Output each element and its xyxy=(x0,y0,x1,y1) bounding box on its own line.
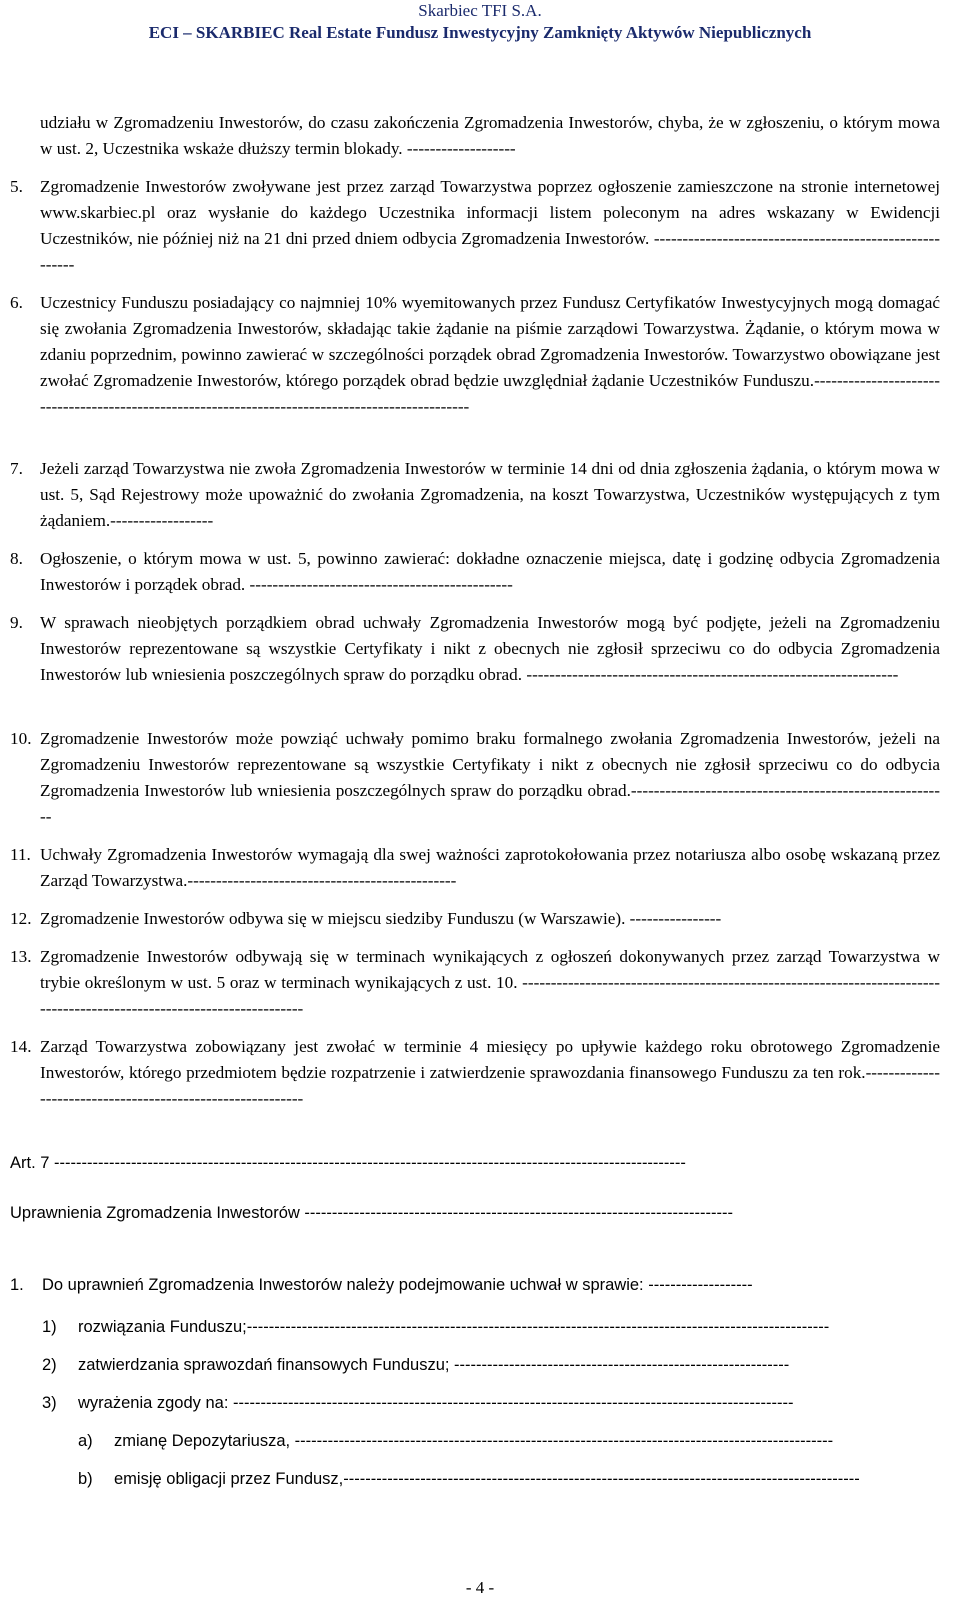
paragraph-number: 8. xyxy=(10,549,23,568)
page-number: - 4 - xyxy=(465,1578,495,1597)
paragraph-5 xyxy=(10,174,940,278)
subpoint-number: 3) xyxy=(42,1394,57,1412)
paragraph-number: 13. xyxy=(10,947,32,966)
paragraph-10 xyxy=(10,726,940,830)
point-number: 1. xyxy=(10,1276,24,1294)
paragraph-number: 12. xyxy=(10,909,32,928)
paragraph-number: 11. xyxy=(10,845,31,864)
paragraph-text: Zgromadzenie Inwestorów zwoływane jest przez zarząd Towarzystwa poprzez ogłoszenie zamieszczone na stronie internetowej www.skarbiec.pl oraz wysłanie do każdego Uczestnika informacji listem poleconym na adres wskazany w Ewidencji Uczestników, nie później niż na 21 dni przed dniem odbycia Zgromadzenia Inwestorów. -------------------------------------------------------- xyxy=(40,177,940,274)
article-title: Uprawnienia Zgromadzenia Inwestorów ------------------------------------------------------------------------------ xyxy=(10,1204,733,1222)
subpoint-number: 2) xyxy=(42,1356,57,1374)
paragraph-8 xyxy=(10,546,940,598)
continuation-paragraph: udziału w Zgromadzeniu Inwestorów, do czasu zakończenia Zgromadzenia Inwestorów, chyba, że w zgłoszeniu, o którym mowa w ust. 2, Uczestnika wskaże dłuższy termin blokady. ------------------- xyxy=(40,113,940,158)
paragraph-text: Zgromadzenie Inwestorów może powziąć uchwały pomimo braku formalnego zwołania Zgromadzenia Inwestorów, jeżeli na Zgromadzeniu Inwestorów reprezentowane są wszystkie Certyfikaty i nikt z obecnych nie zgłosił sprzeciwu co do odbycia Zgromadzenia Inwestorów lub wniesienia poszczególnych spraw do porządku obrad.-------------------------------------------------------- xyxy=(40,729,940,826)
subpoint-text: zatwierdzania sprawozdań finansowych Funduszu; ------------------------------------------------------------- xyxy=(78,1356,790,1374)
paragraph-12 xyxy=(10,906,940,932)
paragraph-number: 7. xyxy=(10,459,23,478)
subpoint-number: 1) xyxy=(42,1318,57,1336)
company-name: Skarbiec TFI S.A. xyxy=(418,1,542,20)
paragraph-13 xyxy=(10,944,940,1022)
paragraph-text: Zgromadzenie Inwestorów odbywa się w miejscu siedziby Funduszu (w Warszawie). ---------------- xyxy=(40,909,722,928)
paragraph-text: Ogłoszenie, o którym mowa w ust. 5, powinno zawierać: dokładne oznaczenie miejsca, datę i godzinę odbycia Zgromadzenia Inwestorów i porządek obrad. ---------------------------------------------- xyxy=(40,549,940,594)
article-heading: Art. 7 ------------------------------------------------------------------------------------------------------------------- xyxy=(10,1154,686,1172)
paragraph-number: 6. xyxy=(10,293,23,312)
subpoint-text: wyrażenia zgody na: ------------------------------------------------------------------------------------------------------ xyxy=(78,1394,794,1412)
subpoint-text: rozwiązania Funduszu;---------------------------------------------------------------------------------------------------------- xyxy=(78,1318,830,1336)
paragraph-14 xyxy=(10,1034,940,1112)
subsubpoint-text: emisję obligacji przez Fundusz,---------------------------------------------------------------------------------------------- xyxy=(114,1470,860,1488)
subsubpoint-number: a) xyxy=(78,1432,93,1450)
paragraph-number: 9. xyxy=(10,613,23,632)
page-header xyxy=(0,0,960,44)
subsubpoint-text: zmianę Depozytariusza, -------------------------------------------------------------------------------------------------- xyxy=(114,1432,834,1450)
paragraph-text: Jeżeli zarząd Towarzystwa nie zwoła Zgromadzenia Inwestorów w terminie 14 dni od dnia zgłoszenia żądania, o którym mowa w ust. 5, Sąd Rejestrowy może upoważnić do zwołania Zgromadzenia, na koszt Towarzystwa, Uczestników występujących z tym żądaniem.------------------ xyxy=(40,459,940,530)
paragraph-text: Uczestnicy Funduszu posiadający co najmniej 10% wyemitowanych przez Fundusz Certyfikatów Inwestycyjnych mogą domagać się zwołania Zgromadzenia Inwestorów, składając takie żądanie na piśmie zarządowi Towarzystwa. Żądanie, o którym mowa w zdaniu poprzednim, powinno zawierać w szczególności porządek obrad Zgromadzenia Inwestorów. Towarzystwo obowiązane jest zwołać Zgromadzenie Inwestorów, którego porządek obrad będzie uwzględniał żądanie Uczestników Funduszu.------------------------------------------------------------------------------------------------- xyxy=(40,293,940,416)
paragraph-9 xyxy=(10,610,940,688)
fund-name: ECI – SKARBIEC Real Estate Fundusz Inwestycyjny Zamknięty Aktywów Niepublicznych xyxy=(148,23,812,42)
paragraph-text: W sprawach nieobjętych porządkiem obrad uchwały Zgromadzenia Inwestorów mogą być podjęte, jeżeli na Zgromadzeniu Inwestorów reprezentowane są wszystkie Certyfikaty i nikt z obecnych nie zgłosił sprzeciwu co do odbycia Zgromadzenia Inwestorów lub wniesienia poszczególnych spraw do porządku obrad. ----------------------------------------------------------------- xyxy=(40,613,940,684)
paragraph-text: Zarząd Towarzystwa zobowiązany jest zwołać w terminie 4 miesięcy po upływie każdego roku obrotowego Zgromadzenie Inwestorów, którego przedmiotem będzie rozpatrzenie i zatwierdzenie sprawozdania finansowego Funduszu za ten rok.----------------------------------------------------------- xyxy=(40,1037,940,1108)
point-text: Do uprawnień Zgromadzenia Inwestorów należy podejmowanie uchwał w sprawie: ------------------- xyxy=(42,1276,753,1294)
subsubpoint-number: b) xyxy=(78,1470,93,1488)
paragraph-number: 10. xyxy=(10,729,32,748)
paragraph-11 xyxy=(10,842,940,894)
paragraph-number: 5. xyxy=(10,177,23,196)
paragraph-number: 14. xyxy=(10,1037,32,1056)
paragraph-text: Zgromadzenie Inwestorów odbywają się w terminach wynikających z ogłoszeń dokonywanych przez zarząd Towarzystwa w trybie określonym w ust. 5 oraz w terminach wynikających z ust. 10. ----------------------------------------------------------------------------------------------------------------------- xyxy=(40,947,940,1018)
paragraph-6 xyxy=(10,290,940,420)
paragraph-text: Uchwały Zgromadzenia Inwestorów wymagają dla swej ważności zaprotokołowania przez notariusza albo osobę wskazaną przez Zarząd Towarzystwa.----------------------------------------------- xyxy=(40,845,940,890)
paragraph-7 xyxy=(10,456,940,534)
